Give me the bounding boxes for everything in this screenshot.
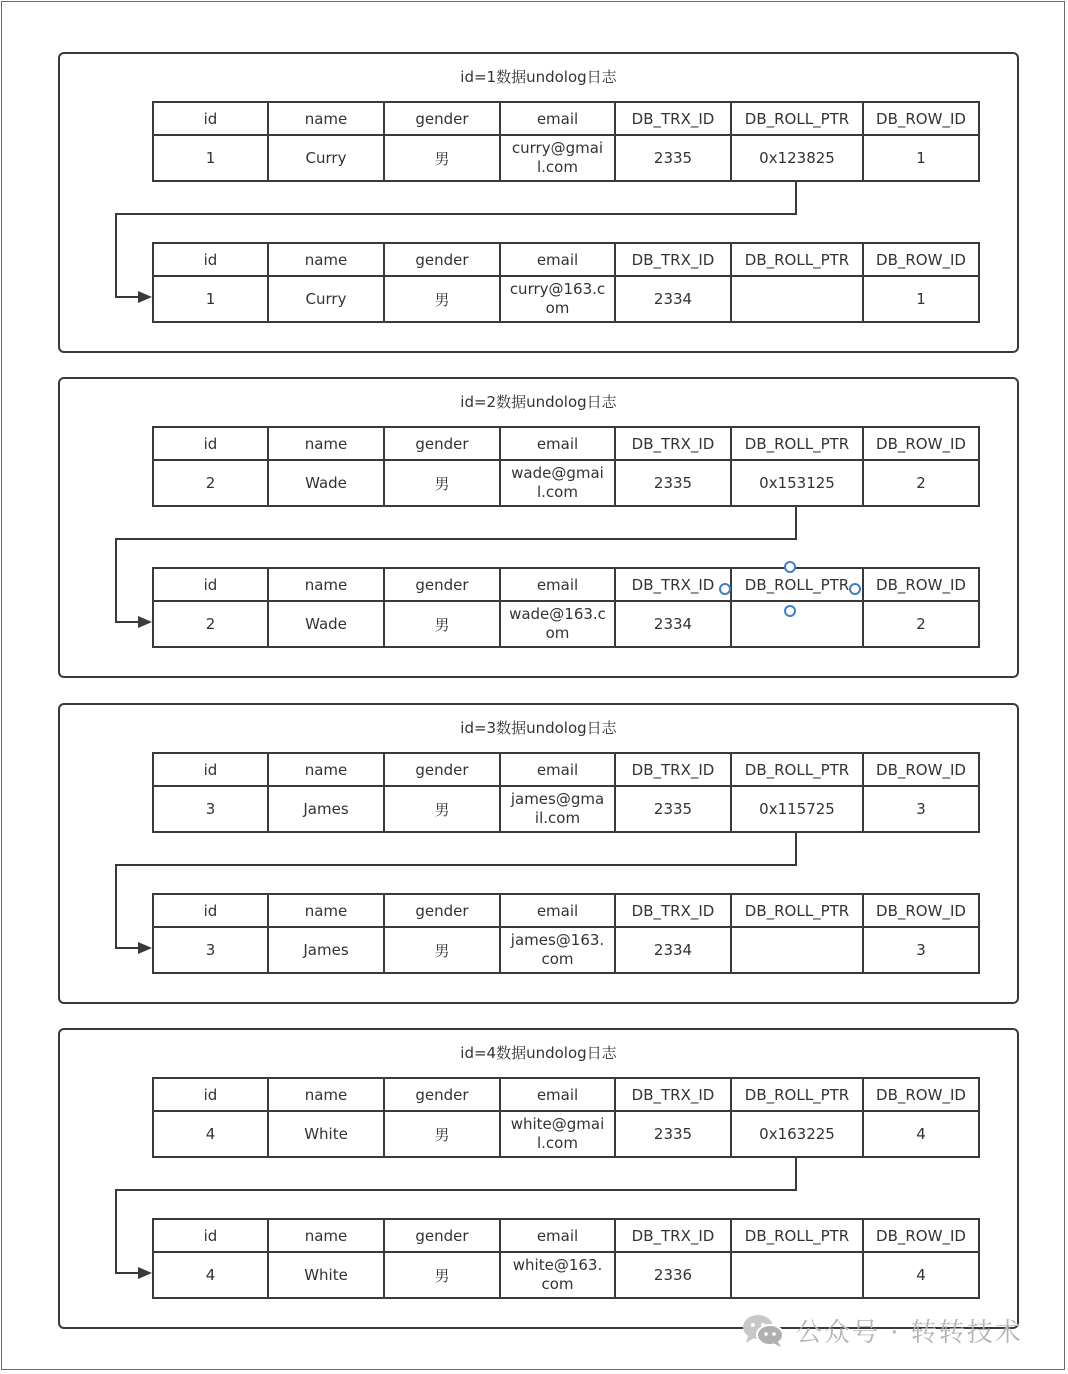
cell-gender: 男 bbox=[384, 927, 500, 973]
cell-email: wade@163.com bbox=[500, 601, 615, 647]
cell-db-row-id: 1 bbox=[863, 135, 979, 181]
cell-db-roll-ptr: 0x163225 bbox=[731, 1111, 863, 1157]
group-title: id=4数据undolog日志 bbox=[460, 1044, 617, 1062]
cell-id: 2 bbox=[153, 460, 268, 506]
cell-name: White bbox=[268, 1111, 384, 1157]
column-header: name bbox=[268, 1078, 384, 1111]
cell-email: curry@163.com bbox=[500, 276, 615, 322]
header-row bbox=[153, 1219, 979, 1252]
cell-id: 4 bbox=[153, 1252, 268, 1298]
column-header: DB_TRX_ID bbox=[615, 243, 731, 276]
group-title: id=2数据undolog日志 bbox=[460, 393, 617, 411]
column-header: DB_TRX_ID bbox=[615, 568, 731, 601]
cell-db-roll-ptr bbox=[731, 1252, 863, 1298]
column-header: name bbox=[268, 894, 384, 927]
cell-db-trx-id: 2335 bbox=[615, 786, 731, 832]
column-header: id bbox=[153, 1219, 268, 1252]
cell-db-trx-id: 2334 bbox=[615, 601, 731, 647]
table-row bbox=[153, 927, 979, 973]
column-header: DB_ROLL_PTR bbox=[731, 243, 863, 276]
column-header: name bbox=[268, 427, 384, 460]
table-row bbox=[153, 460, 979, 506]
cell-email: wade@gmail.com bbox=[500, 460, 615, 506]
arrow-head-icon bbox=[138, 616, 152, 628]
current-record-table bbox=[152, 101, 980, 182]
cell-id: 1 bbox=[153, 135, 268, 181]
arrow-head-icon bbox=[138, 291, 152, 303]
column-header: DB_ROW_ID bbox=[863, 427, 979, 460]
cell-email: james@gmail.com bbox=[500, 786, 615, 832]
column-header: DB_ROW_ID bbox=[863, 894, 979, 927]
column-header: email bbox=[500, 894, 615, 927]
column-header: gender bbox=[384, 894, 500, 927]
watermark-text: 公众号 · 转转技术 bbox=[796, 1317, 1023, 1348]
cell-name: Wade bbox=[268, 460, 384, 506]
table-row bbox=[153, 601, 979, 647]
table-row bbox=[153, 1111, 979, 1157]
cell-id: 3 bbox=[153, 786, 268, 832]
undolog-group bbox=[58, 52, 1019, 353]
column-header: DB_ROW_ID bbox=[863, 102, 979, 135]
current-record-table bbox=[152, 752, 980, 833]
cell-gender: 男 bbox=[384, 1111, 500, 1157]
undo-record-table bbox=[152, 1218, 980, 1299]
column-header: gender bbox=[384, 243, 500, 276]
selection-handle[interactable] bbox=[784, 605, 796, 617]
column-header: id bbox=[153, 1078, 268, 1111]
column-header: id bbox=[153, 102, 268, 135]
column-header: email bbox=[500, 1219, 615, 1252]
current-record-table bbox=[152, 1077, 980, 1158]
cell-email: curry@gmail.com bbox=[500, 135, 615, 181]
column-header: name bbox=[268, 568, 384, 601]
column-header: id bbox=[153, 568, 268, 601]
column-header: DB_ROW_ID bbox=[863, 1219, 979, 1252]
column-header: DB_ROLL_PTR bbox=[731, 1078, 863, 1111]
column-header: name bbox=[268, 102, 384, 135]
column-header: DB_ROLL_PTR bbox=[731, 427, 863, 460]
table-row bbox=[153, 1252, 979, 1298]
column-header: gender bbox=[384, 102, 500, 135]
cell-db-row-id: 4 bbox=[863, 1111, 979, 1157]
column-header: DB_ROW_ID bbox=[863, 753, 979, 786]
cell-name: White bbox=[268, 1252, 384, 1298]
table-row bbox=[153, 786, 979, 832]
cell-db-trx-id: 2334 bbox=[615, 927, 731, 973]
cell-id: 3 bbox=[153, 927, 268, 973]
group-title: id=3数据undolog日志 bbox=[460, 719, 617, 737]
cell-gender: 男 bbox=[384, 276, 500, 322]
group-title: id=1数据undolog日志 bbox=[460, 68, 617, 86]
cell-db-roll-ptr: 0x123825 bbox=[731, 135, 863, 181]
undo-record-table bbox=[152, 242, 980, 323]
cell-db-roll-ptr: 0x115725 bbox=[731, 786, 863, 832]
cell-id: 4 bbox=[153, 1111, 268, 1157]
cell-id: 2 bbox=[153, 601, 268, 647]
cell-gender: 男 bbox=[384, 786, 500, 832]
cell-name: Curry bbox=[268, 276, 384, 322]
column-header: id bbox=[153, 753, 268, 786]
column-header: email bbox=[500, 427, 615, 460]
column-header: DB_ROW_ID bbox=[863, 243, 979, 276]
wechat-icon bbox=[740, 1312, 786, 1348]
column-header: id bbox=[153, 427, 268, 460]
column-header: DB_ROLL_PTR bbox=[731, 753, 863, 786]
cell-gender: 男 bbox=[384, 1252, 500, 1298]
cell-db-roll-ptr bbox=[731, 276, 863, 322]
undolog-group bbox=[58, 703, 1019, 1004]
column-header: gender bbox=[384, 427, 500, 460]
cell-email: white@gmail.com bbox=[500, 1111, 615, 1157]
cell-db-trx-id: 2336 bbox=[615, 1252, 731, 1298]
undolog-group bbox=[58, 1028, 1019, 1329]
selection-handle[interactable] bbox=[719, 583, 731, 595]
cell-db-row-id: 1 bbox=[863, 276, 979, 322]
cell-name: Wade bbox=[268, 601, 384, 647]
arrow-head-icon bbox=[138, 1267, 152, 1279]
cell-db-row-id: 2 bbox=[863, 460, 979, 506]
header-row bbox=[153, 753, 979, 786]
column-header: DB_ROLL_PTR bbox=[731, 102, 863, 135]
cell-name: James bbox=[268, 786, 384, 832]
column-header: name bbox=[268, 753, 384, 786]
header-row bbox=[153, 102, 979, 135]
table-row bbox=[153, 135, 979, 181]
column-header: DB_TRX_ID bbox=[615, 894, 731, 927]
column-header: name bbox=[268, 243, 384, 276]
watermark bbox=[740, 1310, 1023, 1350]
column-header: email bbox=[500, 102, 615, 135]
undo-record-table bbox=[152, 893, 980, 974]
cell-name: Curry bbox=[268, 135, 384, 181]
column-header: DB_ROLL_PTR bbox=[731, 894, 863, 927]
column-header: gender bbox=[384, 568, 500, 601]
column-header: DB_TRX_ID bbox=[615, 1219, 731, 1252]
cell-id: 1 bbox=[153, 276, 268, 322]
column-header: DB_ROLL_PTR bbox=[731, 568, 863, 601]
column-header: email bbox=[500, 243, 615, 276]
current-record-table bbox=[152, 426, 980, 507]
cell-db-roll-ptr bbox=[731, 927, 863, 973]
table-row bbox=[153, 276, 979, 322]
column-header: email bbox=[500, 568, 615, 601]
selection-handle[interactable] bbox=[784, 561, 796, 573]
undolog-group bbox=[58, 377, 1019, 678]
arrow-head-icon bbox=[138, 942, 152, 954]
column-header: gender bbox=[384, 1078, 500, 1111]
header-row bbox=[153, 1078, 979, 1111]
cell-name: James bbox=[268, 927, 384, 973]
cell-db-row-id: 4 bbox=[863, 1252, 979, 1298]
header-row bbox=[153, 427, 979, 460]
column-header: DB_TRX_ID bbox=[615, 427, 731, 460]
cell-email: white@163.com bbox=[500, 1252, 615, 1298]
cell-gender: 男 bbox=[384, 460, 500, 506]
column-header: gender bbox=[384, 753, 500, 786]
cell-email: james@163.com bbox=[500, 927, 615, 973]
header-row bbox=[153, 894, 979, 927]
column-header: DB_TRX_ID bbox=[615, 102, 731, 135]
cell-db-trx-id: 2335 bbox=[615, 460, 731, 506]
column-header: DB_ROW_ID bbox=[863, 1078, 979, 1111]
column-header: id bbox=[153, 894, 268, 927]
cell-db-trx-id: 2335 bbox=[615, 135, 731, 181]
selection-handle[interactable] bbox=[849, 583, 861, 595]
cell-db-row-id: 2 bbox=[863, 601, 979, 647]
column-header: DB_TRX_ID bbox=[615, 1078, 731, 1111]
cell-db-trx-id: 2335 bbox=[615, 1111, 731, 1157]
column-header: email bbox=[500, 753, 615, 786]
cell-db-row-id: 3 bbox=[863, 786, 979, 832]
column-header: DB_TRX_ID bbox=[615, 753, 731, 786]
cell-db-trx-id: 2334 bbox=[615, 276, 731, 322]
column-header: id bbox=[153, 243, 268, 276]
cell-gender: 男 bbox=[384, 135, 500, 181]
undo-record-table bbox=[152, 567, 980, 648]
column-header: gender bbox=[384, 1219, 500, 1252]
column-header: DB_ROLL_PTR bbox=[731, 1219, 863, 1252]
cell-db-roll-ptr: 0x153125 bbox=[731, 460, 863, 506]
cell-db-roll-ptr bbox=[731, 601, 863, 647]
cell-gender: 男 bbox=[384, 601, 500, 647]
column-header: DB_ROW_ID bbox=[863, 568, 979, 601]
column-header: name bbox=[268, 1219, 384, 1252]
header-row bbox=[153, 243, 979, 276]
cell-db-row-id: 3 bbox=[863, 927, 979, 973]
column-header: email bbox=[500, 1078, 615, 1111]
